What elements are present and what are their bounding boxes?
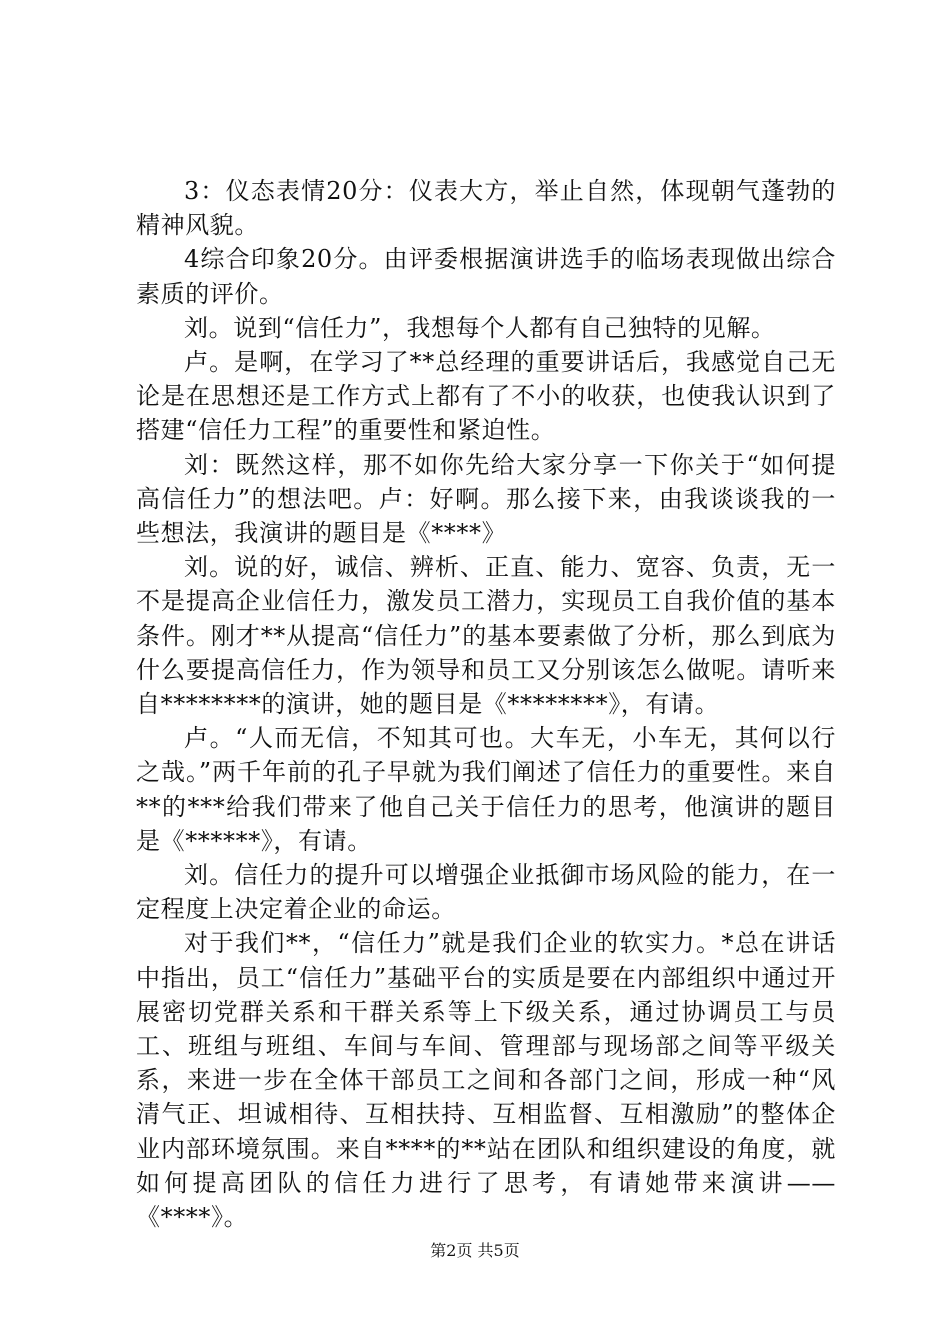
paragraph-soft-power: 对于我们**，“信任力”就是我们企业的软实力。*总在讲话中指出，员工“信任力”基础平台的实质是要在内部组织中通过开展密切党群关系和干群关系等上下级关系，通过协调员工与员工、班组与班组、车间与车间、管理部与现场部之间等平级关系，来进一步在全体干部员工之间和各部门之间，形成一种“风清气正、坦诚相待、互相扶持、互相监督、互相激励”的整体企业内部环境氛围。来自****的**站在团队和组织建设的角度，就如何提高团队的信任力进行了思考，有请她带来演讲——《****》。	[136, 929, 836, 1232]
paragraph-score-demeanor: 3：仪态表情20分：仪表大方，举止自然，体现朝气蓬勃的精神风貌。	[136, 177, 836, 240]
paragraph-score-impression: 4综合印象20分。由评委根据演讲选手的临场表现做出综合素质的评价。	[136, 245, 836, 308]
paragraph-lu-confucius: 卢。“人而无信，不知其可也。大车无，小车无，其何以行之哉。”两千年前的孔子早就为我们阐述了信任力的重要性。来自**的***给我们带来了他自己关于信任力的思考，他演讲的题目是《******》，有请。	[136, 724, 836, 855]
paragraph-liu-summary: 刘。说的好，诚信、辨析、正直、能力、宽容、负责，无一不是提高企业信任力，激发员工潜力，实现员工自我价值的基本条件。刚才**从提高“信任力”的基本要素做了分析，那么到底为什么要提高信任力，作为领导和员工又分别该怎么做呢。请听来自********的演讲，她的题目是《********》，有请。	[136, 553, 836, 719]
page-footer: 第2页 共5页	[430, 1241, 520, 1260]
paragraph-liu-intro: 刘。说到“信任力”，我想每个人都有自己独特的见解。	[184, 313, 776, 342]
paragraph-lu-reply: 卢。是啊，在学习了**总经理的重要讲话后，我感觉自己无论是在思想还是工作方式上都有了不小的收获，也使我认识到了搭建“信任力工程”的重要性和紧迫性。	[136, 348, 836, 445]
document-body	[136, 174, 836, 1234]
paragraph-liu-invite: 刘：既然这样，那不如你先给大家分享一下你关于“如何提高信任力”的想法吧。卢：好啊。那么接下来，由我谈谈我的一些想法，我演讲的题目是《****》	[136, 450, 836, 548]
paragraph-liu-risk: 刘。信任力的提升可以增强企业抵御市场风险的能力，在一定程度上决定着企业的命运。	[136, 861, 836, 924]
